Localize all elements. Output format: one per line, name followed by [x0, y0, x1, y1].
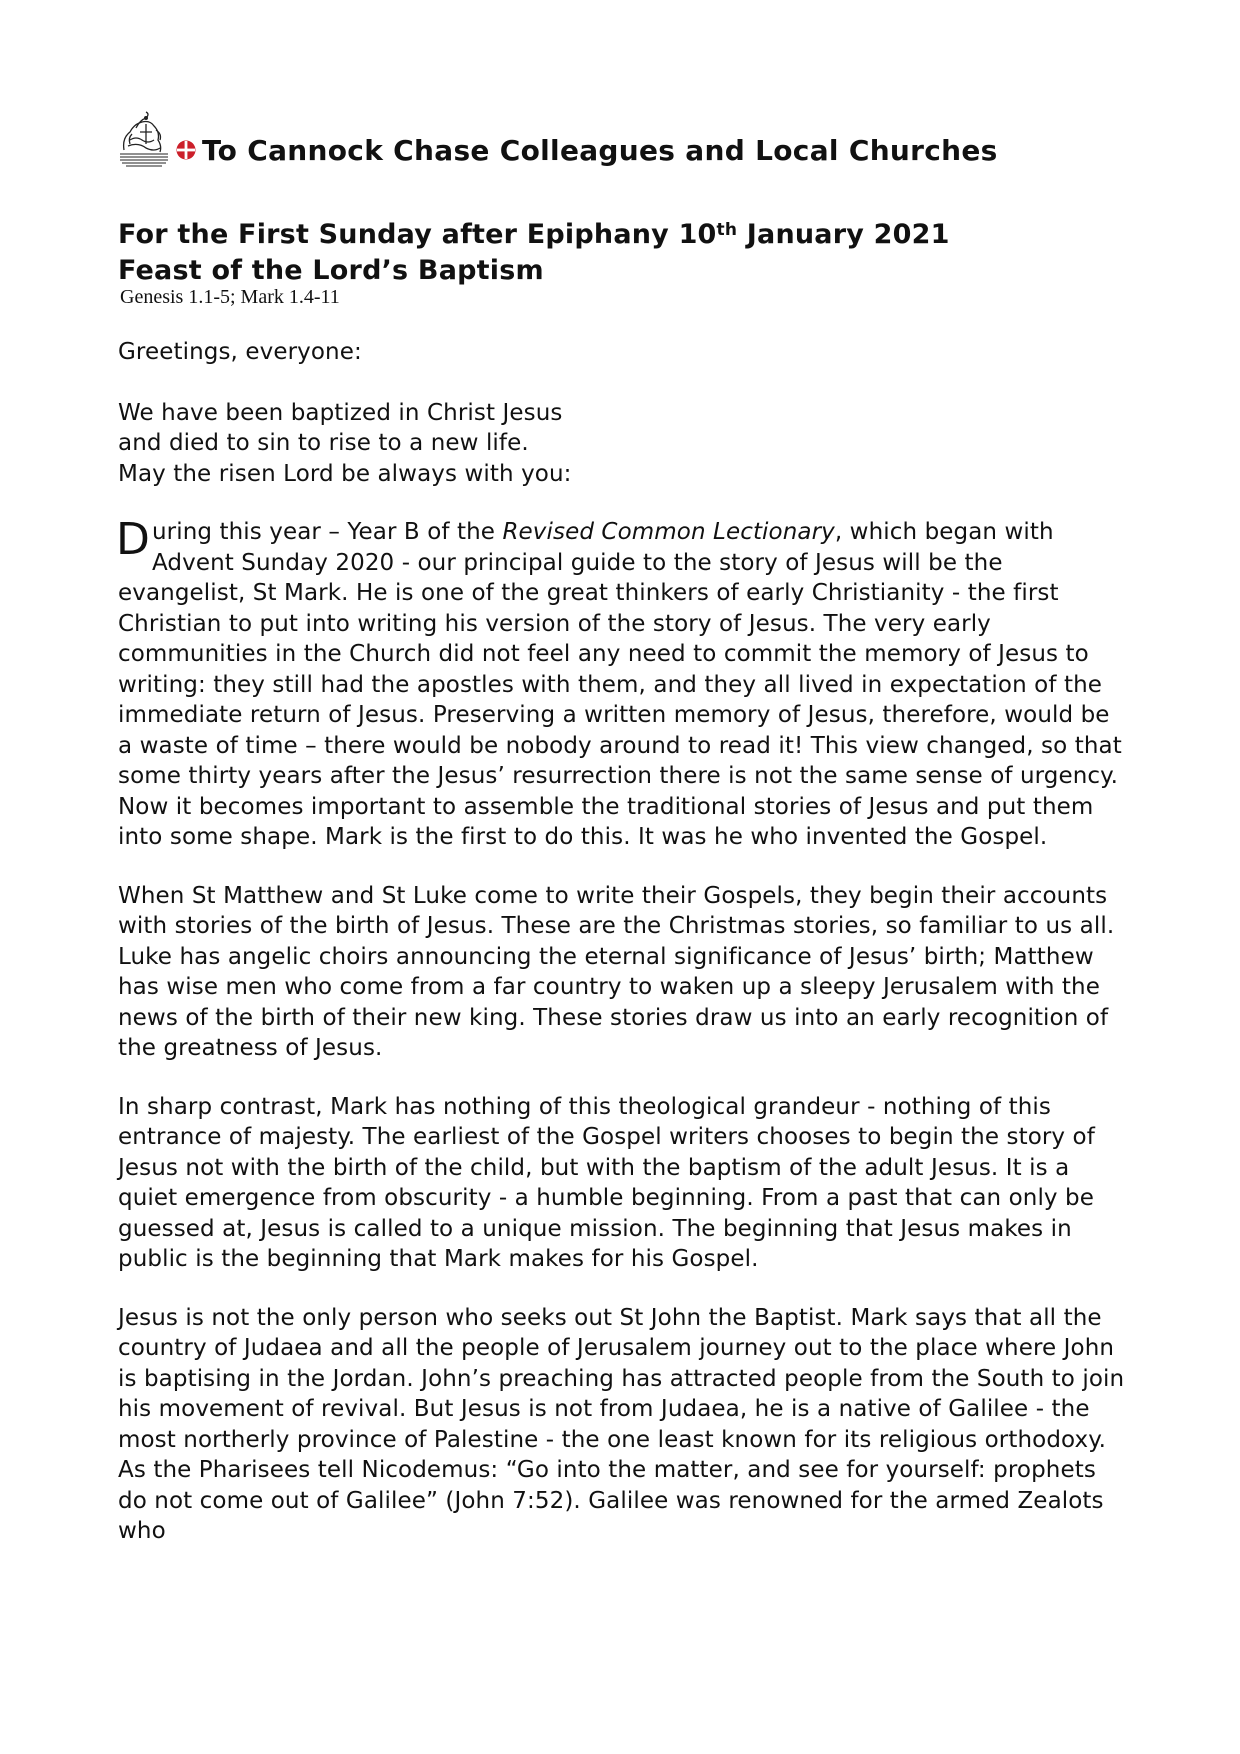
blessing-line: May the risen Lord be always with you: — [118, 460, 572, 487]
drop-cap: D — [116, 514, 150, 565]
crest-logo-icon — [116, 110, 172, 168]
occasion-line-2: Feast of the Lord’s Baptism — [118, 255, 544, 286]
red-cross-icon — [176, 140, 196, 160]
occasion-line-1 — [118, 217, 950, 253]
blessing-line: and died to sin to rise to a new life. — [118, 430, 529, 456]
scripture-readings: Genesis 1.1-5; Mark 1.4-11 — [120, 286, 340, 308]
occasion-date-prefix: For the First Sunday after Epiphany 10 — [118, 219, 717, 250]
date-ordinal-suffix: th — [716, 220, 738, 240]
header-title: To Cannock Chase Colleagues and Local Churches — [202, 133, 998, 167]
occasion-date-suffix: January 2021 — [737, 219, 950, 250]
occasion-heading — [118, 217, 950, 289]
paragraph-4: Jesus is not the only person who seeks out St John the Baptist. Mark says that all the country of Judaea and all the people of Jerusalem journey out to the place where John is baptising in the Jordan. John’s preaching has attracted people from the South to join his movement of revival. But Jesus is not from Judaea, he is a native of Galilee - the most northerly province of Palestine - the one least known for its religious orthodoxy. As the Pharisees tell Nicodemus: “Go into the matter, and see for yourself: prophets do not come out of Galilee” (John 7:52). Galilee was renowned for the armed Zealots who — [118, 1304, 1125, 1544]
paragraph-1-intro: uring this year – Year B of the — [151, 519, 503, 545]
paragraph-1 — [116, 514, 1128, 853]
lectionary-title: Revised Common Lectionary — [502, 519, 835, 545]
blessing — [118, 398, 1128, 490]
paragraph-2: When St Matthew and St Luke come to write their Gospels, they begin their accounts with stories of the birth of Jesus. These are the Christmas stories, so familiar to us all. Luke has angelic choirs announcing the eternal significance of Jesus’ birth; Matthew has wise men who come from a far country to waken up a sleepy Jerusalem with the news of the birth of their new king. These stories draw us into an early recognition of the greatness of Jesus. — [118, 882, 1115, 1061]
paragraph-1-text: , which began with Advent Sunday 2020 - our principal guide to the story of Jesus will be the evangelist, St Mark. He is one of the great thinkers of early Christianity - the first Christian to put into writing his version of the story of Jesus. The very early communities in the Church did not feel any need to commit the memory of Jesus to writing: they still had the apostles with them, and they all lived in expectation of the immediate return of Jesus. Preserving a written memory of Jesus, therefore, would be a waste of time – there would be nobody around to read it! This view changed, so that some thirty years after the Jesus’ resurrection there is not the same sense of urgency. Now it becomes important to assemble the traditional stories of Jesus and put them into some shape. Mark is the first to do this. It was he who invented the Gospel. — [118, 519, 1122, 850]
letter-body — [118, 337, 1128, 1577]
letter-header — [116, 110, 998, 168]
paragraph-3: In sharp contrast, Mark has nothing of this theological grandeur - nothing of this entrance of majesty. The earliest of the Gospel writers chooses to begin the story of Jesus not with the birth of the child, but with the baptism of the adult Jesus. It is a quiet emergence from obscurity - a humble beginning. From a past that can only be guessed at, Jesus is called to a unique mission. The beginning that Jesus makes in public is the beginning that Mark makes for his Gospel. — [118, 1093, 1095, 1272]
blessing-line: We have been baptized in Christ Jesus — [118, 399, 563, 426]
greeting: Greetings, everyone: — [118, 339, 362, 365]
